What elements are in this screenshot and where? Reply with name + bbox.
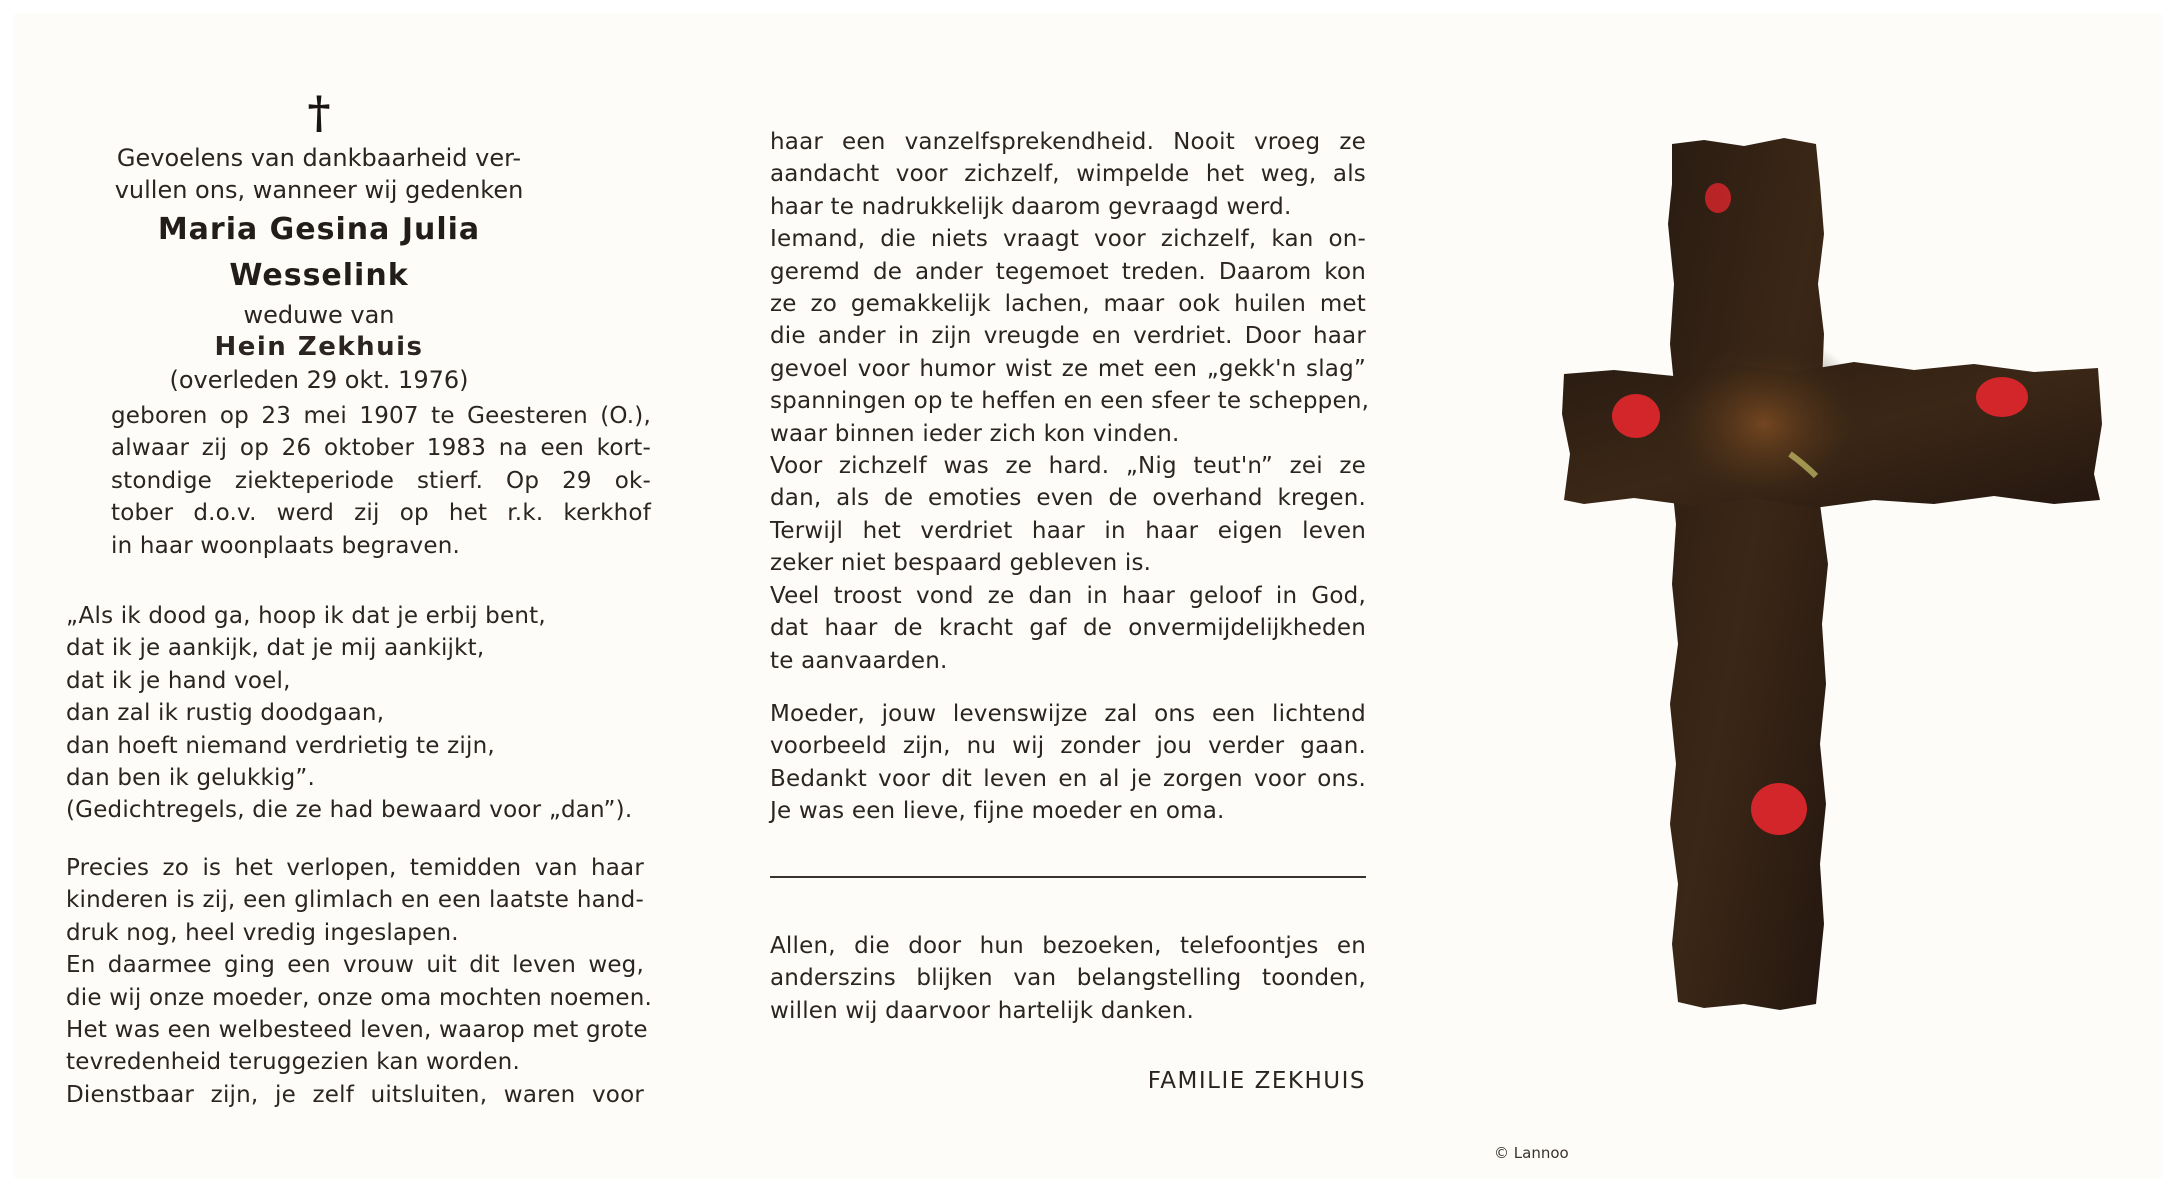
text-line: Terwijl het verdriet haar in haar eigen leven [770, 517, 1366, 544]
text-line: tevredenheid teruggezien kan worden. [66, 1049, 520, 1076]
poem-line: (Gedichtregels, die ze had bewaard voor „dan”). [66, 797, 633, 824]
deceased-name: Maria Gesina Julia Wesselink [157, 211, 481, 293]
story-continued [770, 126, 1370, 677]
poem-line: dat ik je aankijk, dat je mij aankijkt, [66, 635, 485, 662]
text-line: Het was een welbesteed leven, waarop met grote [66, 1017, 648, 1044]
text-line: haar te nadrukkelijk daarom gevraagd werd. [770, 193, 1292, 220]
poem-line: dat ik je hand voel, [66, 667, 291, 694]
intro-line: vullen ons, wanneer wij gedenken [114, 176, 524, 205]
husband-name: Hein Zekhuis [214, 332, 424, 363]
husband-death-date: (overleden 29 okt. 1976) [169, 365, 469, 394]
text-line: Veel troost vond ze dan in haar geloof in God, [770, 582, 1366, 609]
text-line: kinderen is zij, een glimlach en een laatste hand- [66, 887, 644, 914]
text-line: Je was een lieve, fijne moeder en oma. [770, 798, 1225, 825]
intro-line: Gevoelens van dankbaarheid ver- [116, 144, 522, 172]
text-line: geboren op 23 mei 1907 te Geesteren (O.), [111, 403, 651, 429]
poem-line: dan zal ik rustig doodgaan, [66, 700, 385, 727]
text-line: alwaar zij op 26 oktober 1983 na een kort- [111, 435, 651, 462]
cross-image [1554, 124, 2114, 1024]
text-line: Bedankt voor dit leven en al je zorgen voor ons. [770, 765, 1366, 792]
text-line: voorbeeld zijn, nu wij zonder jou verder gaan. [770, 733, 1366, 760]
copyright-notice: © Lannoo [1494, 1144, 1569, 1162]
wound-mark-left-hand [1612, 394, 1660, 438]
text-line: waar binnen ieder zich kon vinden. [770, 420, 1180, 447]
poem [66, 600, 646, 827]
text-line: druk nog, heel vredig ingeslapen. [66, 919, 459, 946]
card-header [84, 90, 554, 396]
family-signature: FAMILIE ZEKHUIS [1147, 1068, 1366, 1094]
text-line: anderszins blijken van belangstelling toonden, [770, 965, 1366, 992]
tribute-paragraph [770, 698, 1366, 828]
text-line: tober d.o.v. werd zij op het r.k. kerkhof [111, 500, 651, 527]
text-line: die ander in zijn vreugde en verdriet. Door haar [770, 323, 1366, 350]
poem-line: „Als ik dood ga, hoop ik dat je erbij bent, [66, 603, 546, 629]
text-line: Iemand, die niets vraagt voor zichzelf, kan on- [770, 226, 1366, 253]
text-line: spanningen op te heffen en een sfeer te scheppen, [770, 388, 1370, 415]
text-line: Moeder, jouw levenswijze zal ons een lichtend [770, 701, 1366, 727]
wound-mark-right-hand [1976, 377, 2028, 417]
wound-mark-feet [1751, 783, 1807, 835]
text-line: stondige ziekteperiode stierf. Op 29 ok- [111, 467, 651, 494]
poem-line: dan hoeft niemand verdrietig te zijn, [66, 732, 495, 759]
text-line: zeker niet bespaard gebleven is. [770, 550, 1152, 577]
text-line: in haar woonplaats begraven. [111, 532, 460, 559]
widow-of-label: weduwe van [243, 300, 395, 329]
text-line: dat haar de kracht gaf de onvermijdelijkheden [770, 615, 1366, 642]
text-line: die wij onze moeder, onze oma mochten noemen. [66, 984, 653, 1011]
text-line: Allen, die door hun bezoeken, telefoontjes en [770, 933, 1366, 959]
divider-line [770, 876, 1366, 878]
text-line: dan, als de emoties even de overhand kregen. [770, 485, 1366, 512]
story-paragraph [66, 852, 653, 1111]
poem-line: dan ben ik gelukkig”. [66, 765, 316, 792]
text-line: willen wij daarvoor hartelijk danken. [770, 997, 1194, 1024]
text-line: aandacht voor zichzelf, wimpelde het weg, als [770, 161, 1366, 188]
text-line: ze zo gemakkelijk lachen, maar ook huilen met [770, 291, 1366, 318]
text-line: Dienstbaar zijn, je zelf uitsluiten, waren voor [66, 1081, 644, 1108]
text-line: gevoel voor humor wist ze met een „gekk'n slag” [770, 355, 1366, 382]
light-glow [1654, 334, 1874, 514]
text-line: geremd de ander tegemoet treden. Daarom kon [770, 258, 1366, 285]
birth-paragraph [111, 400, 651, 562]
wound-mark-head [1705, 183, 1731, 213]
text-line: En daarmee ging een vrouw uit dit leven weg, [66, 952, 644, 979]
text-line: Voor zichzelf was ze hard. „Nig teut'n” zei ze [770, 453, 1366, 480]
text-line: te aanvaarden. [770, 647, 948, 674]
text-line: haar een vanzelfsprekendheid. Nooit vroeg ze [770, 129, 1366, 155]
cross-vertical-beam [1668, 138, 1828, 1010]
thanks-paragraph [770, 930, 1366, 1027]
text-line: Precies zo is het verlopen, temidden van haar [66, 855, 644, 881]
memorial-card [14, 14, 2162, 1178]
cross-symbol: † [307, 88, 331, 139]
